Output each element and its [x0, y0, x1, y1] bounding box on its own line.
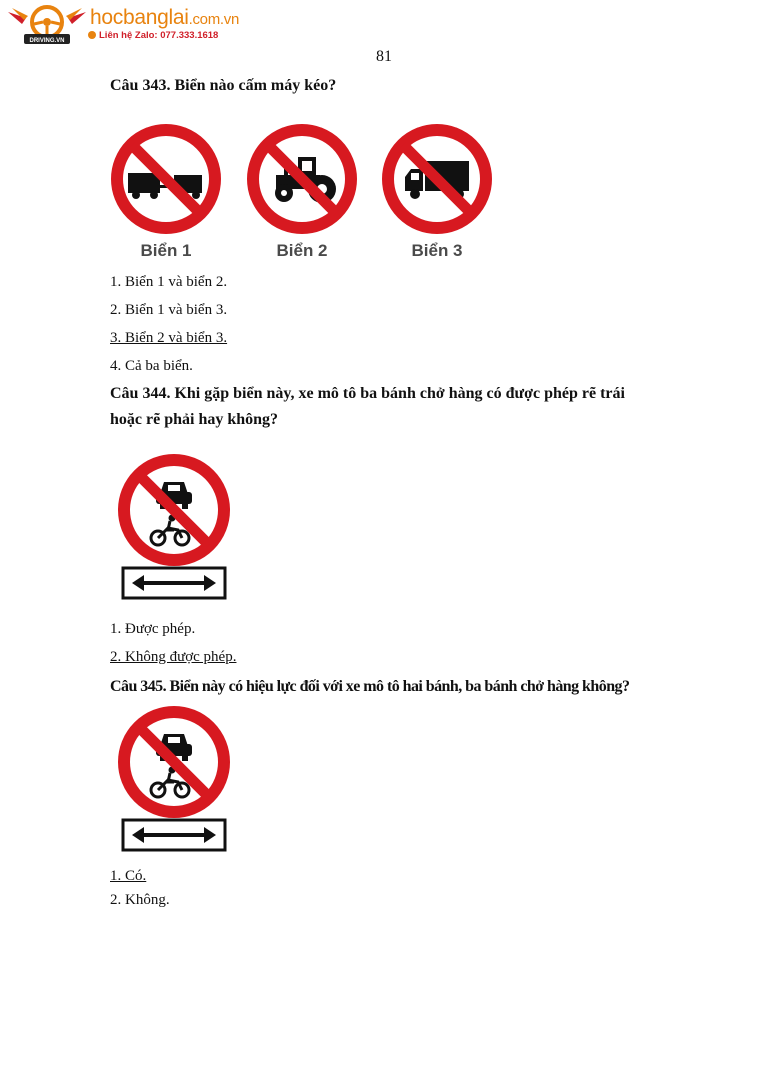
no-truck-sign-icon — [381, 123, 493, 235]
q343-answer-2[interactable]: 2. Biển 1 và biển 3. — [110, 302, 228, 318]
no-car-motorcycle-turn-sign-icon-2 — [118, 706, 230, 854]
steering-wheel-logo-icon — [6, 4, 88, 46]
logo-badge-text: DRIVING.VN — [29, 38, 65, 44]
q345-answer-2[interactable]: 2. Không. — [110, 892, 170, 908]
zalo-contact: Liên hệ Zalo: 077.333.1618 — [88, 30, 218, 41]
sign-2-caption: Biển 2 — [276, 241, 328, 260]
q344-answer-2-correct[interactable]: 2. Không được phép. — [110, 649, 237, 665]
sign-1-caption: Biển 1 — [140, 241, 192, 260]
q343-answer-1[interactable]: 1. Biển 1 và biển 2. — [110, 274, 228, 290]
zalo-icon — [88, 31, 96, 39]
q343-answer-4[interactable]: 4. Cả ba biển. — [110, 358, 193, 374]
question-345: Câu 345. Biển này có hiệu lực đối với xe mô tô hai bánh, ba bánh chở hàng không? — [110, 678, 630, 695]
question-344-line-2: hoặc rẽ phải hay không? — [110, 411, 279, 428]
no-trailer-truck-sign-icon — [110, 123, 222, 235]
site-logo[interactable] — [6, 4, 256, 46]
no-car-motorcycle-turn-sign-icon — [118, 454, 230, 602]
question-343: Câu 343. Biển nào cấm máy kéo? — [110, 77, 337, 94]
q345-answer-1-correct[interactable]: 1. Có. — [110, 868, 147, 884]
q344-answer-1[interactable]: 1. Được phép. — [110, 621, 196, 637]
no-tractor-sign-icon — [246, 123, 358, 235]
question-344-line-1: Câu 344. Khi gặp biển này, xe mô tô ba bánh chở hàng có được phép rẽ trái — [110, 385, 625, 402]
q343-answer-3-correct[interactable]: 3. Biển 2 và biển 3. — [110, 330, 228, 346]
brand-name: hocbanglai.com.vn — [90, 6, 240, 29]
page-number: 81 — [376, 48, 392, 65]
sign-3-caption: Biển 3 — [411, 241, 463, 260]
